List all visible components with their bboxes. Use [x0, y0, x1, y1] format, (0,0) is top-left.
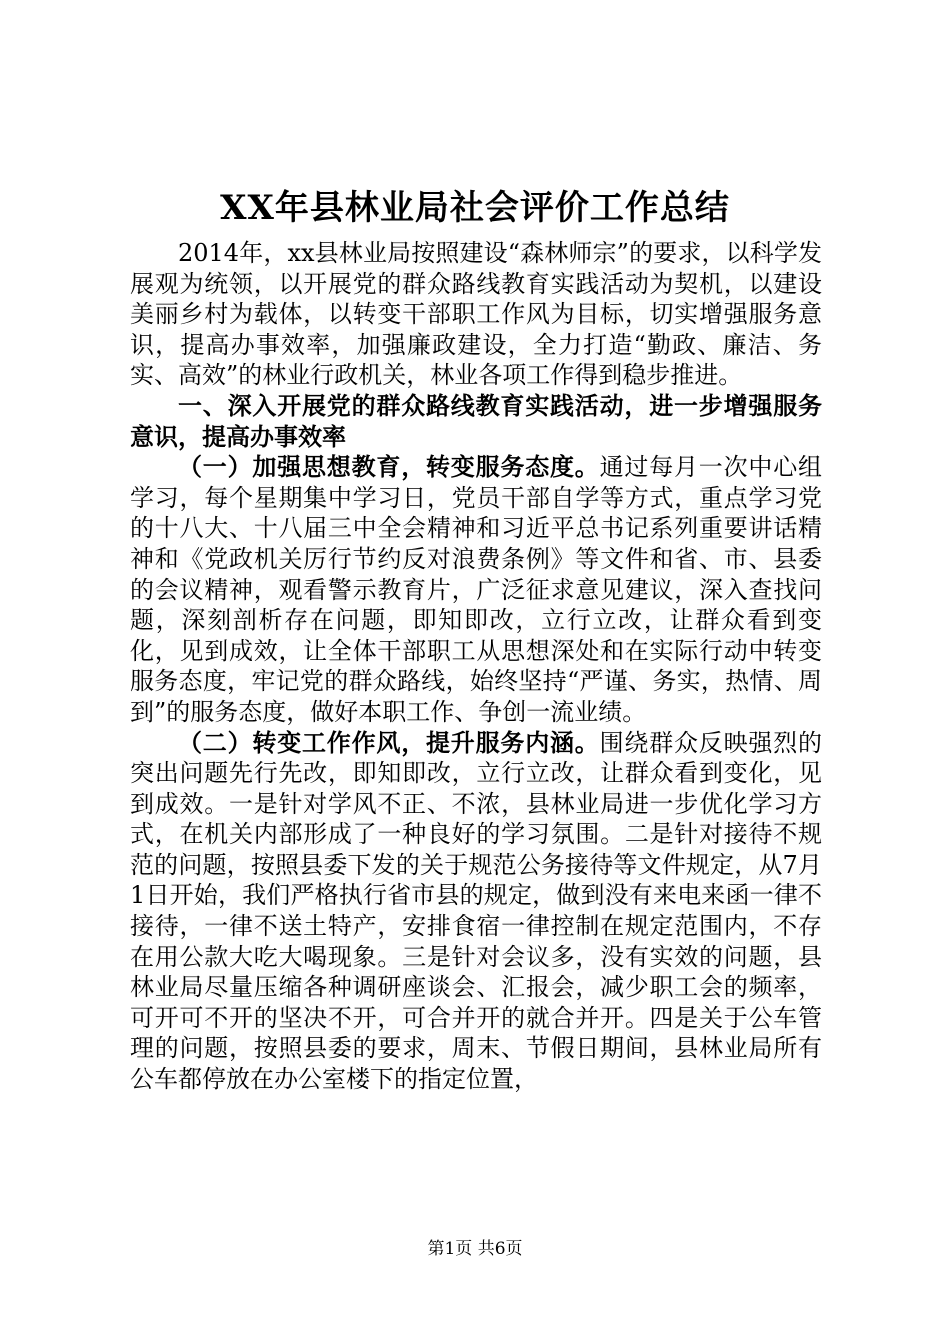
subsection-body-2: 围绕群众反映强烈的突出问题先行先改，即知即改，立行立改，让群众看到变化，见到成效。一是针对学风不正、不浓，县林业局进一步优化学习方式，在机关内部形成了一种良好的学习氛围。二是针对接待不规范的问题，按照县委下发的关于规范公务接待等文件规定，从7月1日开始，我们严格执行省市县的规定，做到没有来电来函一律不接待，一律不送土特产，安排食宿一律控制在规定范围内，不存在用公款大吃大喝现象。三是针对会议多，没有实效的问题，县林业局尽量压缩各种调研座谈会、汇报会，减少职工会的频率，可开可不开的坚决不开，可合并开的就合并开。四是关于公车管理的问题，按照县委的要求，周末、节假日期间，县林业局所有公车都停放在办公室楼下的指定位置， [130, 728, 823, 1094]
document-body [130, 238, 822, 1095]
section-heading-1: 一、深入开展党的群众路线教育实践活动，进一步增强服务意识，提高办事效率 [130, 390, 822, 451]
subsection-paragraph-2 [130, 728, 822, 1095]
document-title: XX年县林业局社会评价工作总结 [220, 188, 730, 228]
subsection-paragraph-1 [130, 452, 822, 727]
page-footer: 第1页 共6页 [427, 1239, 523, 1259]
subsection-body-1: 通过每月一次中心组学习，每个星期集中学习日，党员干部自学等方式，重点学习党的十八大、十八届三中全会精神和习近平总书记系列重要讲话精神和《党政机关厉行节约反对浪费条例》等文件和省、市、县委的会议精神，观看警示教育片，广泛征求意见建议，深入查找问题，深刻剖析存在问题，即知即改，立行立改，让群众看到变化，见到成效，让全体干部职工从思想深处和在实际行动中转变服务态度，牢记党的群众路线，始终坚持“严谨、务实，热情、周到”的服务态度，做好本职工作、争创一流业绩。 [130, 453, 823, 726]
subsection-heading-2: （二）转变工作作风，提升服务内涵。 [178, 727, 600, 757]
intro-paragraph: 2014年，xx县林业局按照建设“森林师宗”的要求，以科学发展观为统领，以开展党的群众路线教育实践活动为契机，以建设美丽乡村为载体，以转变干部职工作风为目标，切实增强服务意识，提高办事效率，加强廉政建设，全力打造“勤政、廉洁、务实、高效”的林业行政机关，林业各项工作得到稳步推进。 [130, 239, 822, 390]
subsection-heading-1: （一）加强思想教育，转变服务态度。 [178, 452, 600, 482]
